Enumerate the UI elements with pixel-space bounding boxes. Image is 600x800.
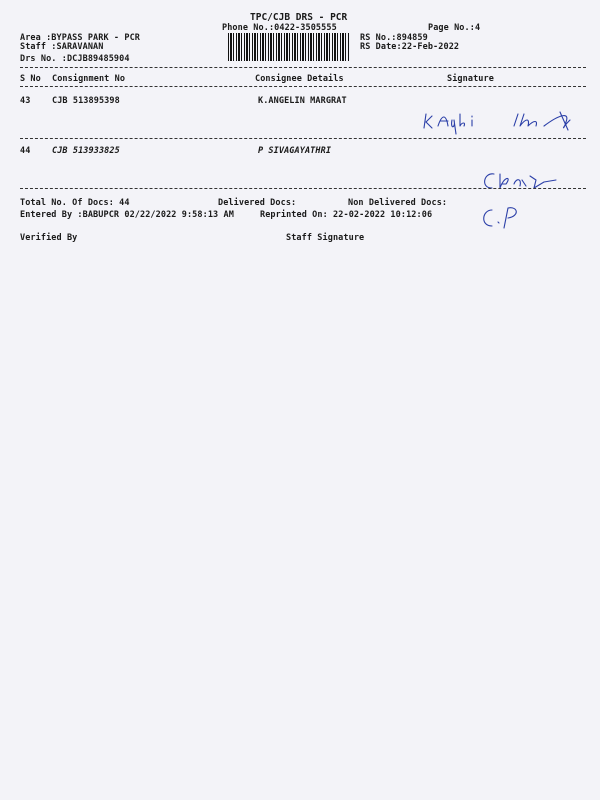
handwritten-signature (478, 168, 578, 194)
entered-by: Entered By :BABUPCR 02/22/2022 9:58:13 AM (20, 210, 234, 220)
rs-number: RS No.:894859 (360, 33, 428, 43)
non-delivered-docs: Non Delivered Docs: (348, 198, 448, 208)
report-title: TPC/CJB DRS - PCR (250, 12, 348, 23)
verified-by: Verified By (20, 233, 78, 243)
column-consignee: Consignee Details (255, 74, 344, 84)
column-consignment: Consignment No (52, 74, 126, 84)
row-consignee: K.ANGELIN MARGRAT (258, 96, 347, 106)
row-sno: 44 (20, 146, 31, 156)
area-label: Area :BYPASS PARK - PCR (20, 33, 141, 43)
divider (20, 188, 586, 189)
column-signature: Signature (447, 74, 494, 84)
phone-number: Phone No.:0422-3505555 (222, 23, 337, 33)
total-docs: Total No. Of Docs: 44 (20, 198, 130, 208)
drs-number: Drs No. :DCJB89485904 (20, 54, 130, 64)
page-number: Page No.:4 (428, 23, 481, 33)
barcode-image (228, 33, 350, 61)
staff-label: Staff :SARAVANAN (20, 42, 104, 52)
staff-signature: Staff Signature (286, 233, 365, 243)
row-consignee: P SIVAGAYATHRI (258, 146, 332, 156)
reprinted-on: Reprinted On: 22-02-2022 10:12:06 (260, 210, 433, 220)
divider (20, 67, 586, 68)
divider (20, 138, 586, 139)
handwritten-signature (420, 108, 580, 134)
row-consignment: CJB 513933825 (52, 146, 120, 156)
row-consignment: CJB 513895398 (52, 96, 120, 106)
divider (20, 86, 586, 87)
row-sno: 43 (20, 96, 31, 106)
delivered-docs: Delivered Docs: (218, 198, 297, 208)
column-sno: S No (20, 74, 41, 84)
handwritten-initials (478, 204, 538, 230)
rs-date: RS Date:22-Feb-2022 (360, 42, 460, 52)
